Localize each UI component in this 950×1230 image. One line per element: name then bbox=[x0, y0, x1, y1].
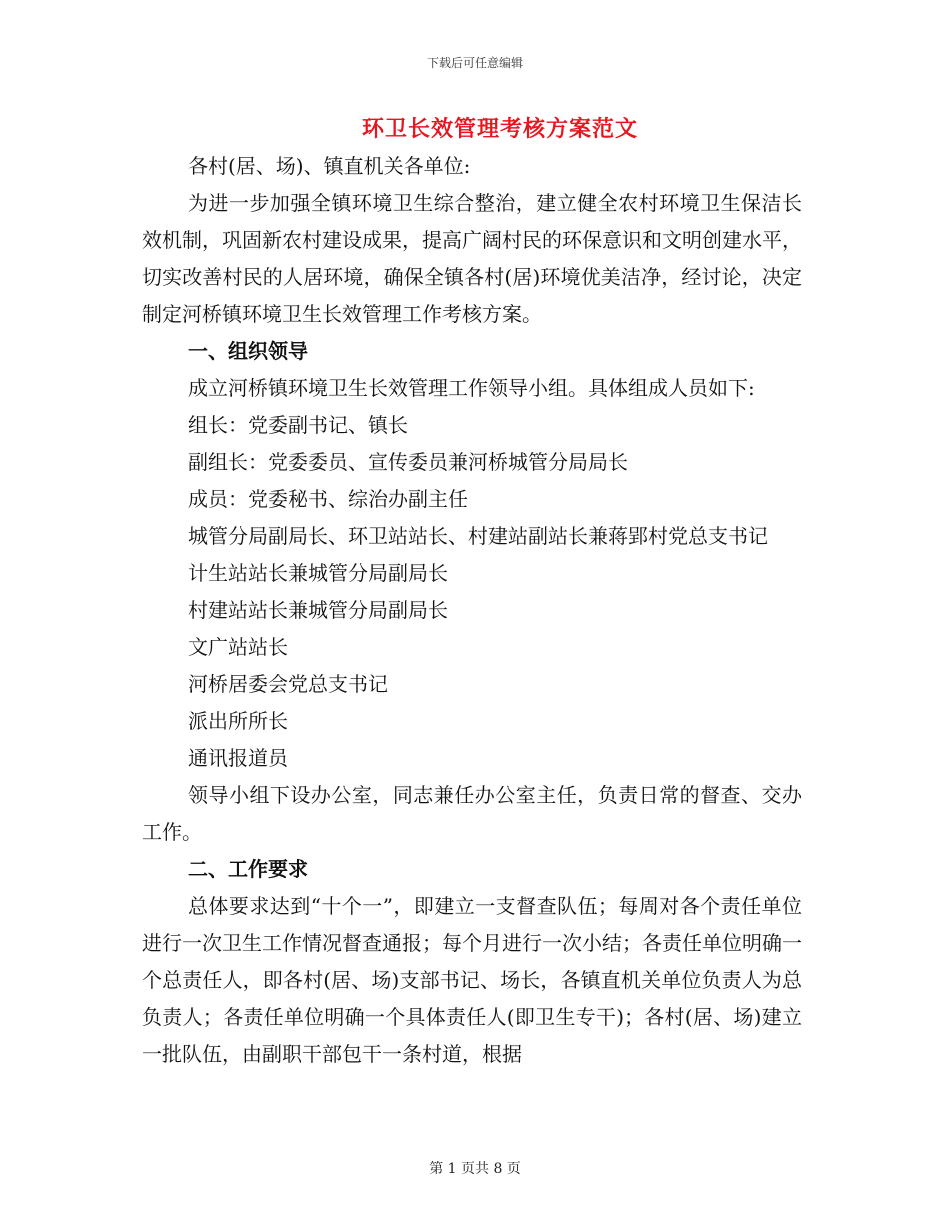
member-line: 派出所所长 bbox=[188, 709, 288, 733]
section-heading-organization: 一、组织领导 bbox=[188, 339, 308, 363]
member-line: 计生站站长兼城管分局副局长 bbox=[188, 561, 448, 585]
section-heading-requirements: 二、工作要求 bbox=[188, 857, 308, 881]
member-line: 文广站站长 bbox=[188, 635, 288, 659]
member-line: 村建站站长兼城管分局副局长 bbox=[188, 598, 448, 622]
document-title: 环卫长效管理考核方案范文 bbox=[361, 116, 638, 142]
office-paragraph: 领导小组下设办公室，同志兼任办公室主任，负责日常的督查、交办工作。 bbox=[142, 783, 802, 844]
salutation-paragraph: 各村(居、场)、镇直机关各单位: bbox=[188, 154, 471, 178]
header-note: 下载后可任意编辑 bbox=[426, 56, 523, 70]
page-number: 第 1 页共 8 页 bbox=[429, 1161, 521, 1177]
members-line: 成员：党委秘书、综治办副主任 bbox=[188, 487, 468, 511]
member-line: 河桥居委会党总支书记 bbox=[188, 672, 388, 696]
intro-paragraph: 为进一步加强全镇环境卫生综合整治，建立健全农村环境卫生保洁长效机制，巩固新农村建设成果，提高广阔村民的环保意识和文明创建水平，切实改善村民的人居环境，确保全镇各村(居)环境优美洁净，经讨论，决定制定河桥镇环境卫生长效管理工作考核方案。 bbox=[142, 191, 802, 326]
group-intro-paragraph: 成立河桥镇环境卫生长效管理工作领导小组。具体组成人员如下: bbox=[188, 376, 755, 400]
member-line: 城管分局副局长、环卫站站长、村建站副站长兼蒋郢村党总支书记 bbox=[188, 524, 768, 548]
leader-line: 组长：党委副书记、镇长 bbox=[188, 413, 408, 437]
requirements-paragraph: 总体要求达到“十个一”，即建立一支督查队伍；每周对各个责任单位进行一次卫生工作情况督查通报；每个月进行一次小结；各责任单位明确一个总责任人，即各村(居、场)支部书记、场长，各镇直机关单位负责人为总负责人；各责任单位明确一个具体责任人(即卫生专干)；各村(居、场)建立一批队伍，由副职干部包干一条村道，根据 bbox=[142, 894, 802, 1066]
member-line: 通讯报道员 bbox=[188, 746, 288, 770]
document-body bbox=[142, 148, 802, 1073]
deputy-line: 副组长：党委委员、宣传委员兼河桥城管分局局长 bbox=[188, 450, 628, 474]
